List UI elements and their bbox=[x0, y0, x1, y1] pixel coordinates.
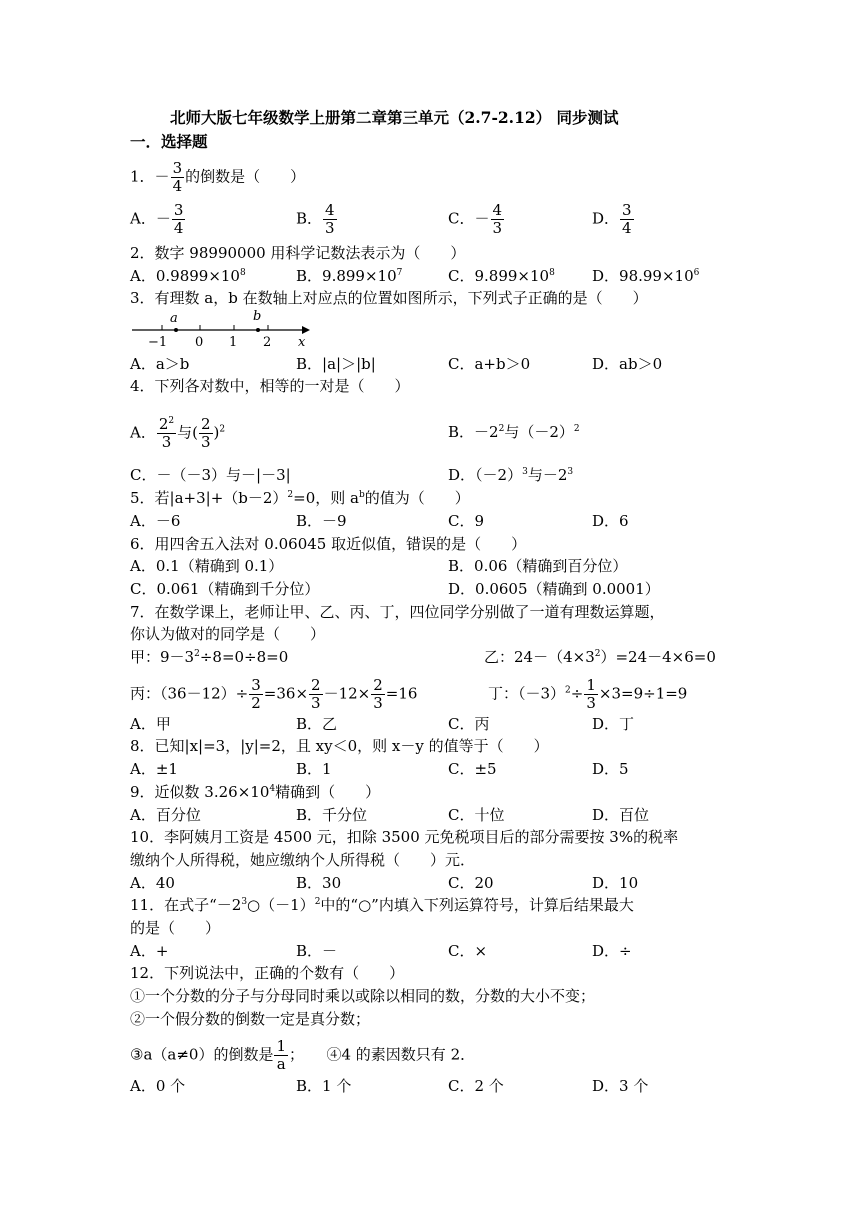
fraction-numerator: 4 bbox=[325, 201, 335, 219]
exponent: b bbox=[358, 490, 365, 500]
fraction-4-3 bbox=[323, 202, 337, 237]
question-10-cont: 缴纳个人所得税，她应缴纳个人所得税（ ）元． bbox=[130, 851, 476, 869]
question-7-cont: 你认为做对的同学是（ ） bbox=[130, 625, 326, 643]
connector-text: 与（－2） bbox=[504, 423, 574, 441]
fraction-numerator: 2 bbox=[201, 415, 211, 433]
q11-option-c: C．× bbox=[448, 942, 488, 960]
q5-option-c: C．9 bbox=[448, 512, 485, 530]
option-label: D．（－2） bbox=[448, 466, 523, 484]
q2-option-b bbox=[296, 266, 402, 286]
question-10: 10．李阿姨月工资是 4500 元，扣除 3500 元免税项目后的部分需要按 3%的税率 bbox=[130, 828, 679, 846]
axis-variable-label: x bbox=[298, 335, 306, 348]
q8-option-a: A．±1 bbox=[130, 760, 178, 778]
question-1 bbox=[130, 160, 305, 195]
exponent: 2 bbox=[594, 649, 601, 659]
q7-option-d: D．丁 bbox=[592, 715, 635, 733]
q5-option-a: A．－6 bbox=[130, 512, 181, 530]
q12-option-b: B．1 个 bbox=[296, 1077, 352, 1095]
q4-option-d bbox=[448, 465, 573, 485]
exponent: 2 bbox=[314, 897, 321, 907]
exponent: 3 bbox=[567, 467, 574, 477]
fraction-3-2 bbox=[249, 677, 263, 712]
fraction-denominator: 3 bbox=[373, 694, 383, 712]
q9-option-d: D．百位 bbox=[592, 806, 650, 824]
q1-option-c bbox=[448, 202, 505, 237]
q6-option-b: B．0.06（精确到百分位） bbox=[448, 557, 628, 575]
tick-label: 2 bbox=[263, 335, 272, 348]
fraction-3-4 bbox=[171, 160, 185, 195]
exponent: 2 bbox=[287, 490, 294, 500]
q2-option-d bbox=[592, 266, 699, 286]
fraction-denominator: 4 bbox=[172, 177, 183, 195]
fraction-denominator: 3 bbox=[492, 219, 503, 237]
fraction-denominator: 3 bbox=[161, 433, 172, 451]
q1-option-b bbox=[296, 202, 338, 237]
fraction-1-a bbox=[274, 1038, 288, 1073]
fraction-2-3 bbox=[199, 416, 213, 451]
q1-stem-prefix: 1． bbox=[130, 167, 155, 186]
tick-label: −1 bbox=[148, 335, 168, 348]
q2-option-c bbox=[448, 266, 555, 286]
neg-sign: － bbox=[155, 209, 171, 228]
fraction-denominator: 2 bbox=[251, 694, 261, 712]
option-label: A．0.9899×10 bbox=[130, 267, 240, 285]
point-a-label: a bbox=[170, 311, 178, 326]
q7-yi: 乙：$24-(4\times 3^2)=24-4\times 6=0$ bbox=[484, 648, 716, 666]
exponent: 2 bbox=[565, 685, 571, 696]
page-title: 北师大版七年级数学上册第二章第三单元（2.7-2.12） 同步测试 bbox=[170, 108, 619, 127]
q9-option-a: A．百分位 bbox=[130, 806, 201, 824]
statement-1: ①一个分数的分子与分母同时乘以或除以相同的数，分数的大小不变； bbox=[130, 987, 596, 1005]
q6-option-c: C．0.061（精确到千分位） bbox=[130, 580, 320, 598]
q4-option-c: C．－（－3）与－|－3| bbox=[130, 466, 291, 484]
number-line-figure bbox=[130, 310, 320, 348]
q10-option-c: C．20 bbox=[448, 874, 494, 892]
option-label: B． bbox=[296, 209, 323, 228]
question-6: 6．用四舍五入法对 0.06045 取近似值，错误的是（ ） bbox=[130, 535, 527, 553]
neg-sign: － bbox=[474, 209, 490, 228]
question-11: 11．在式子“$-2^3○(-1)^2$中的“○”内填入下列运算符号，计算后结果最大 bbox=[130, 896, 634, 914]
fraction-3-4 bbox=[620, 202, 634, 237]
q11-option-d: D．÷ bbox=[592, 942, 632, 960]
fraction-numerator: 2 bbox=[311, 676, 321, 694]
q11-option-a: A．+ bbox=[130, 942, 169, 960]
question-8: 8．已知|x|=3，|y|=2，且 xy＜0，则 x－y 的值等于（ ） bbox=[130, 737, 549, 755]
fraction-numerator: 1 bbox=[276, 1037, 286, 1055]
fraction-numerator: 4 bbox=[492, 201, 503, 219]
option-label: D．98.99×10 bbox=[592, 267, 694, 285]
q7-option-b: B．乙 bbox=[296, 715, 338, 733]
q7-option-c: C．丙 bbox=[448, 715, 490, 733]
q8-option-c: C．±5 bbox=[448, 760, 497, 778]
fraction-numerator: 3 bbox=[622, 201, 632, 219]
fraction-denominator: 4 bbox=[173, 219, 184, 237]
q8-option-d: D．5 bbox=[592, 760, 629, 778]
q3-option-a: A．a＞b bbox=[130, 355, 190, 373]
tick-label: 0 bbox=[195, 335, 204, 348]
exponent: 6 bbox=[693, 268, 700, 278]
fraction-numerator: 2 bbox=[373, 676, 383, 694]
question-11-cont: 的是（ ） bbox=[130, 919, 221, 937]
point-a bbox=[174, 328, 178, 332]
point-b bbox=[256, 328, 260, 332]
neg-sign: － bbox=[154, 167, 170, 186]
tick-label: 1 bbox=[229, 335, 238, 348]
fraction-2-3 bbox=[371, 677, 385, 712]
q1-option-d bbox=[592, 202, 635, 237]
q8-option-b: B．1 bbox=[296, 760, 332, 778]
axis-arrow bbox=[302, 326, 310, 334]
fraction-denominator: 3 bbox=[325, 219, 335, 237]
option-label: A． bbox=[130, 423, 156, 442]
q3-option-c: C．a+b＞0 bbox=[448, 355, 531, 373]
q7-option-a: A．甲 bbox=[130, 715, 171, 733]
point-b-label: b bbox=[253, 310, 262, 324]
fraction-3-4 bbox=[172, 202, 186, 237]
fraction-denominator: 3 bbox=[586, 694, 596, 712]
q9-option-c: C．十位 bbox=[448, 806, 505, 824]
q5-option-b: B．－9 bbox=[296, 512, 347, 530]
q12-option-d: D．3 个 bbox=[592, 1077, 649, 1095]
q3-option-b: B．|a|＞|b| bbox=[296, 355, 376, 373]
paren: ( bbox=[192, 423, 198, 442]
question-2: 2．数字 98990000 用科学记数法表示为（ ） bbox=[130, 244, 466, 262]
q4-option-a bbox=[130, 416, 225, 451]
exponent: 2 bbox=[573, 424, 580, 434]
connector-text: 与－2 bbox=[527, 466, 568, 484]
exponent: 8 bbox=[239, 268, 246, 278]
q7-bing: 丙：（36－12）÷ $\frac{3}{2}$ =36× $\frac{2}{3}$ －12× $\frac{2}{3}$ =16 bbox=[130, 676, 418, 712]
option-label: B．－2 bbox=[448, 423, 499, 441]
fraction-numerator: 3 bbox=[173, 201, 184, 219]
question-5: 5．若$|a+3|+(b-2)^2=0$，则 $a^b$的值为（ ） bbox=[130, 489, 470, 507]
q10-option-b: B．30 bbox=[296, 874, 342, 892]
q1-option-a bbox=[130, 202, 186, 237]
fraction-2sq-3 bbox=[157, 416, 176, 451]
fraction-denominator: 3 bbox=[311, 694, 321, 712]
q5-option-d: D．6 bbox=[592, 512, 629, 530]
q10-option-a: A．40 bbox=[130, 874, 175, 892]
fraction-numerator: 3 bbox=[172, 159, 183, 177]
fraction-denominator: 4 bbox=[622, 219, 632, 237]
option-label: B．9.899×10 bbox=[296, 267, 397, 285]
question-3: 3．有理数 a，b 在数轴上对应点的位置如图所示，下列式子正确的是（ ） bbox=[130, 289, 648, 307]
question-12: 12．下列说法中，正确的个数有（ ） bbox=[130, 964, 405, 982]
q3-option-d: D．ab＞0 bbox=[592, 355, 663, 373]
fraction-1-3 bbox=[584, 677, 598, 712]
exponent: 2 bbox=[194, 649, 200, 659]
exponent: 3 bbox=[241, 897, 248, 907]
fraction-denominator: a bbox=[276, 1055, 286, 1073]
exponent: 2 bbox=[498, 424, 505, 434]
fraction-2-3 bbox=[309, 677, 323, 712]
q4-option-b bbox=[448, 422, 580, 442]
q12-option-c: C．2 个 bbox=[448, 1077, 504, 1095]
connector-text: 与 bbox=[177, 423, 193, 442]
q6-option-a: A．0.1（精确到 0.1） bbox=[130, 557, 284, 575]
question-9: 9．近似数 $3.26\times 10^4$精确到（ ） bbox=[130, 783, 381, 801]
exponent: 4 bbox=[269, 784, 276, 794]
fraction-numerator: 1 bbox=[586, 676, 596, 694]
fraction-denominator: 3 bbox=[201, 433, 211, 451]
exponent: 3 bbox=[522, 467, 528, 477]
question-4: 4．下列各对数中，相等的一对是（ ） bbox=[130, 377, 410, 395]
statement-2: ②一个假分数的倒数一定是真分数； bbox=[130, 1010, 371, 1028]
q1-stem-text: 的倒数是（ ） bbox=[185, 167, 306, 186]
q7-jia: 甲：$9-3^2\div 8=0\div 8=0$ bbox=[130, 648, 289, 666]
q9-option-b: B．千分位 bbox=[296, 806, 368, 824]
exponent: 2 bbox=[168, 416, 175, 426]
q12-option-a: A．0 个 bbox=[130, 1077, 186, 1095]
q11-option-b: B．－ bbox=[296, 942, 338, 960]
paren: ) bbox=[213, 423, 220, 442]
q2-option-a bbox=[130, 266, 246, 286]
statement-3-4: ③a（a≠0）的倒数是 $\frac{1}{a}$ ； ④4 的素因数只有 2． bbox=[130, 1037, 476, 1073]
option-label: C． bbox=[448, 209, 475, 228]
exponent: 7 bbox=[396, 268, 403, 278]
q10-option-d: D．10 bbox=[592, 874, 639, 892]
question-7: 7．在数学课上，老师让甲、乙、丙、丁，四位同学分别做了一道有理数运算题， bbox=[130, 603, 665, 621]
option-label: D． bbox=[592, 209, 620, 228]
section-heading: 一．选择题 bbox=[130, 132, 208, 151]
option-label: C．9.899×10 bbox=[448, 267, 550, 285]
q6-option-d: D．0.0605（精确到 0.0001） bbox=[448, 580, 660, 598]
option-label: A． bbox=[130, 209, 156, 228]
fraction-numerator: 3 bbox=[251, 676, 261, 694]
fraction-4-3 bbox=[491, 202, 505, 237]
q7-ding: 丁：$(-3)^2\div$ $\frac{1}{3}$ ×3=9÷1=9 bbox=[488, 676, 688, 712]
exponent: 2 bbox=[219, 424, 226, 435]
fraction-numerator: $2^2$ bbox=[158, 415, 175, 433]
exponent: 8 bbox=[549, 268, 555, 278]
